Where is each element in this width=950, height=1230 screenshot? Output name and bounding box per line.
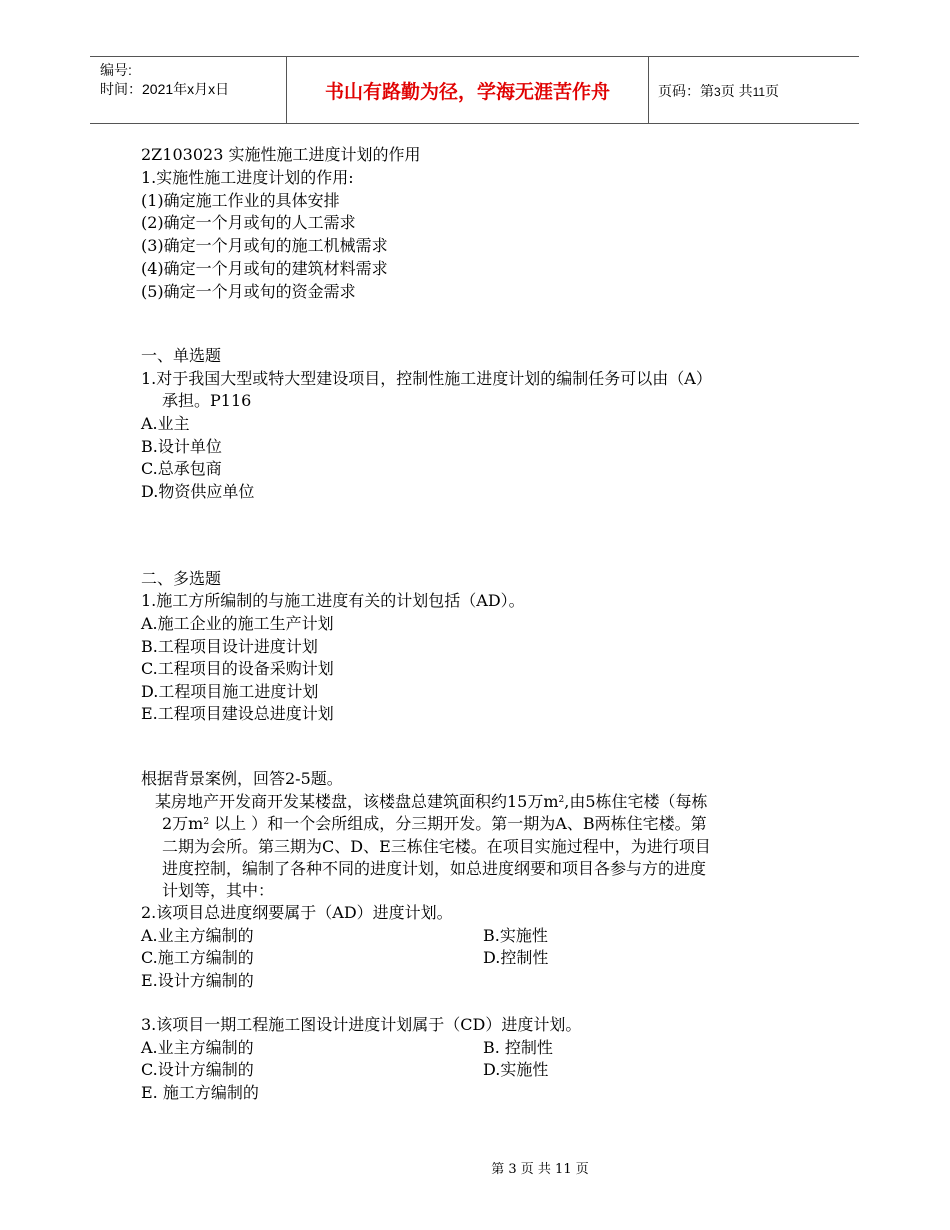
number-label: 编号: (100, 62, 132, 78)
intro-line: (2)确定一个月或旬的人工需求 (141, 213, 356, 232)
header-page-info: 页码：第3页 共11页 (658, 83, 780, 99)
page-header (90, 56, 859, 124)
case-paragraph: 二期为会所。第三期为C、D、E三栋住宅楼。在项目实施过程中，为进行项目 (162, 837, 711, 856)
header-meta (100, 61, 229, 99)
question-text: 2.该项目总进度纲要属于（AD）进度计划。 (141, 903, 453, 922)
page-footer: 第 3 页 共 11 页 (491, 1162, 589, 1177)
option-item: B. 控制性 (483, 1038, 553, 1057)
option-item: A.业主方编制的 (141, 926, 254, 945)
option-item: C.总承包商 (141, 459, 222, 478)
option-item: A.施工企业的施工生产计划 (141, 614, 334, 633)
option-item: D.控制性 (483, 948, 549, 967)
intro-line: (4)确定一个月或旬的建筑材料需求 (141, 259, 388, 278)
header-divider (648, 57, 649, 123)
time-label: 时间：2021年x月x日 (100, 81, 230, 97)
option-item: A.业主 (141, 414, 190, 433)
case-paragraph: 某房地产开发商开发某楼盘，该楼盘总建筑面积约15万$m^2$,由5栋住宅楼（每栋 (155, 792, 708, 811)
page-total: 11 (752, 85, 766, 99)
option-item: A.业主方编制的 (141, 1038, 254, 1057)
single-choice-heading: 一、单选题 (141, 346, 222, 365)
option-item: B.实施性 (483, 926, 548, 945)
option-item: D.实施性 (483, 1060, 549, 1079)
option-item: D.物资供应单位 (141, 482, 255, 501)
multi-choice-heading: 二、多选题 (141, 569, 222, 588)
intro-line: (1)确定施工作业的具体安排 (141, 191, 340, 210)
option-item: D.工程项目施工进度计划 (141, 682, 319, 701)
option-item: C.设计方编制的 (141, 1060, 254, 1079)
option-item: E.设计方编制的 (141, 971, 254, 990)
intro-line: 1.实施性施工进度计划的作用: (141, 168, 354, 187)
case-paragraph: 计划等，其中： (162, 881, 275, 900)
case-intro: 根据背景案例，回答2-5题。 (141, 769, 343, 788)
case-paragraph: 2万$m^2$ 以上 ）和一个会所组成，分三期开发。第一期为A、B两栋住宅楼。第 (162, 814, 707, 833)
question-text: 承担。P116 (162, 391, 252, 410)
option-item: C.施工方编制的 (141, 948, 254, 967)
option-item: C.工程项目的设备采购计划 (141, 659, 334, 678)
section-title: 2Z103023 实施性施工进度计划的作用 (141, 145, 421, 164)
option-item: B.工程项目设计进度计划 (141, 637, 318, 656)
option-item: E. 施工方编制的 (141, 1083, 259, 1102)
question-text: 3.该项目一期工程施工图设计进度计划属于（CD）进度计划。 (141, 1015, 582, 1034)
option-item: E.工程项目建设总进度计划 (141, 704, 334, 723)
page-number: 3 (714, 85, 721, 99)
case-paragraph: 进度控制，编制了各种不同的进度计划，如总进度纲要和项目各参与方的进度 (162, 859, 707, 878)
header-motto: 书山有路勤为径，学海无涯苦作舟 (324, 81, 610, 103)
intro-line: (5)确定一个月或旬的资金需求 (141, 282, 356, 301)
question-text: 1.施工方所编制的与施工进度有关的计划包括（AD）。 (141, 591, 525, 610)
option-item: B.设计单位 (141, 437, 222, 456)
question-text: 1.对于我国大型或特大型建设项目，控制性施工进度计划的编制任务可以由（A） (141, 369, 712, 388)
intro-line: (3)确定一个月或旬的施工机械需求 (141, 236, 388, 255)
